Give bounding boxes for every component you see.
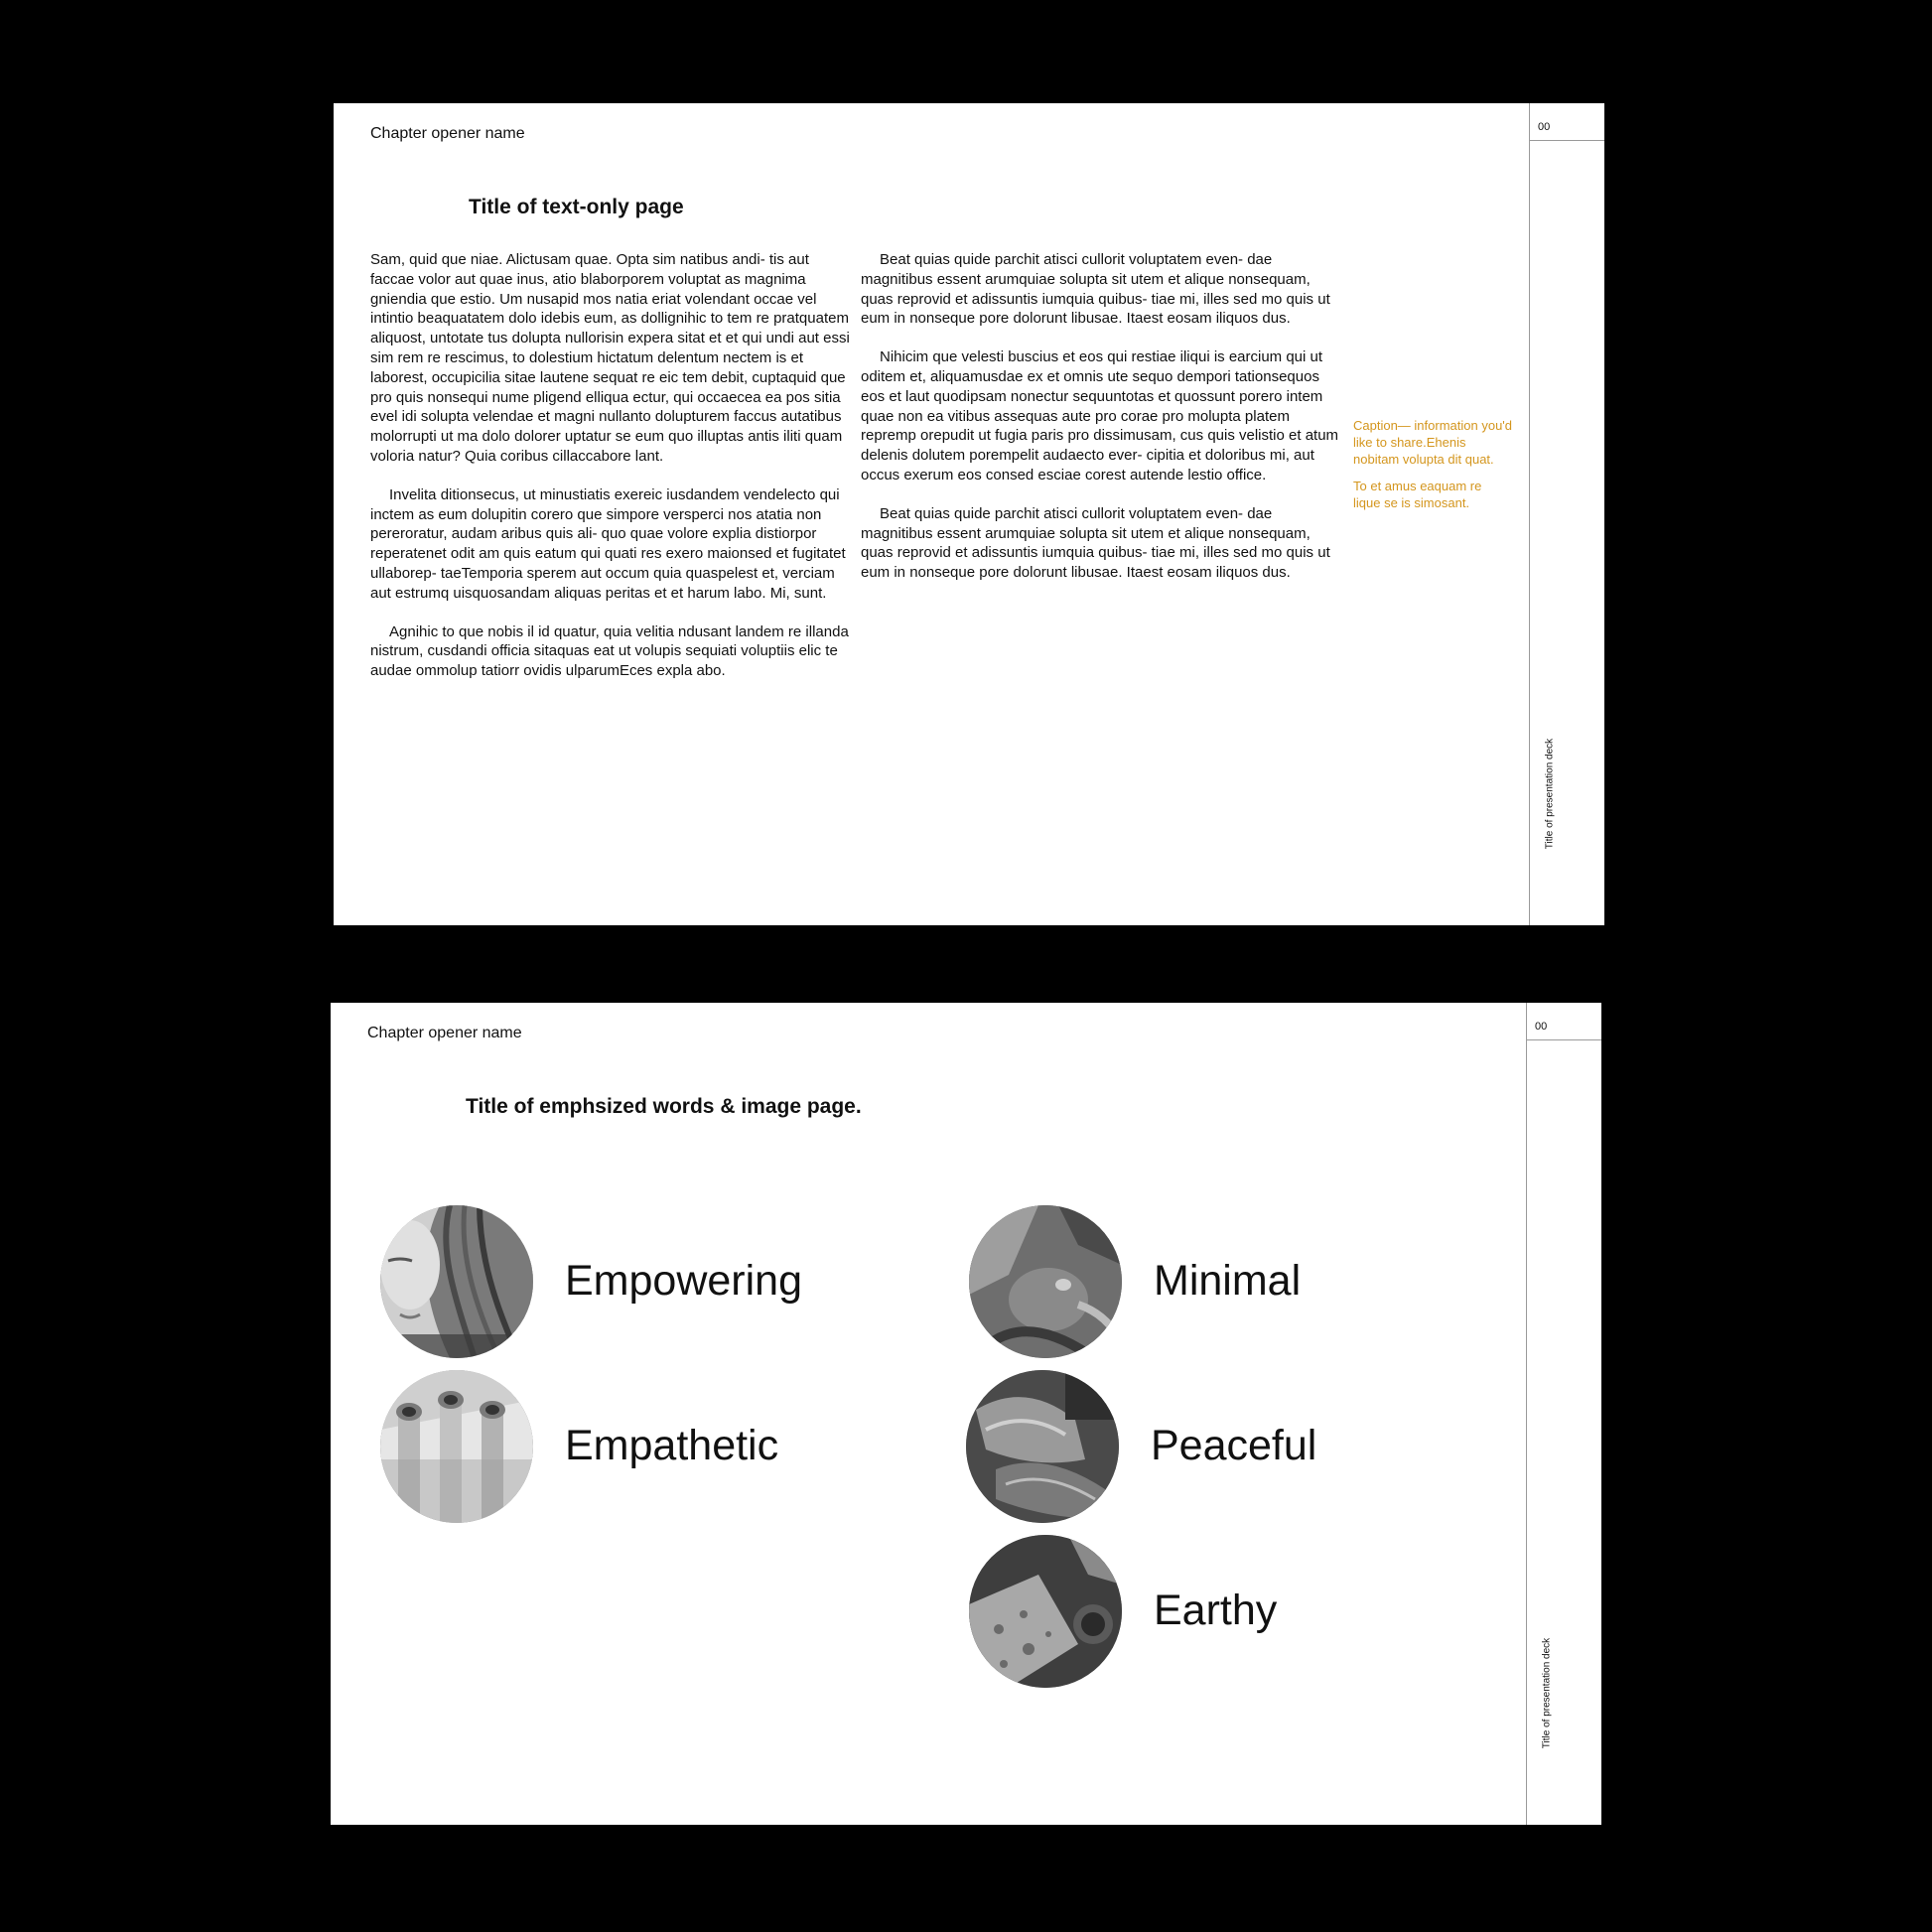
rail-divider xyxy=(1530,140,1604,141)
paragraph: Beat quias quide parchit atisci cullorit voluptatem even- dae magnitibus essent arumquiae solupta sit utem et alique nonsequam, quas reprovid et adissuntis iumquia quibus- tiae mi, illes sed mo quis ut eum in nonseque pore dolorunt libusae. Itaest eosam iliquos dus. xyxy=(861,251,1330,328)
emphasized-words-slide xyxy=(331,1003,1601,1825)
chapter-name: Chapter opener name xyxy=(367,1025,522,1041)
shoes-image xyxy=(966,1370,1119,1523)
page-title: Title of emphsized words & image page. xyxy=(466,1095,862,1118)
paragraph: Invelita ditionsecus, ut minustiatis exereic iusdandem vendelecto qui inctem as eum dolupitin corero que simpore versperci nos atatia non pereroratur, audam aribus quis ali- quo quae volore explia distiorpor reperatenet odit am quis eatum qui quati res exero maionsed et fugitatet ullaborep- taeTemporia sperem aut occum quia quaspelest et, verciam aut estrumq uisquosandam aliquas peritas et et harum labo. Mi, sunt. xyxy=(370,485,846,602)
paragraph: Nihicim que velesti buscius et eos qui restiae iliqui is earcium qui ut oditem et, aliquamusdae ex et omnis ute sequo dempori tationsequos eos et laut quodipsam nonectur sequuntotas et quossunt porero intem quae non ea vitibus assequas aute pro corae pro molupta platem repremp orepudit ut fugia paris pro dissimusam, cus quis velistio et atum delenis dolutem porempelit audaecto ever- cipitia et doloribus mi, aut occus exerum eos consed esciae corest autende lestio office. xyxy=(861,348,1339,483)
chapter-name: Chapter opener name xyxy=(370,125,525,142)
deck-title: Title of presentation deck xyxy=(1541,1637,1553,1749)
paragraph: Sam, quid que niae. Alictusam quae. Opta sim natibus andi- tis aut faccae volor aut quae inus, atio blaborporem voluptat as magnima gniendia que estio. Um nusapid mos natia eriat volendant occae vel intintio beaquatatem dolo idebis eum, as dollignihic to tem re pratquatem aliquost, untotate tus dolupta nullorisin expera sitat et et qui undi aut essi sim rem re rescimus, to dolestium hictatum delentum nectem is et laborest, occupicilia sitae lautene sequat re eic tem debit, cuptaquid que pro quis nonsequi nume pligend elliqua ectur, qui occaecea ea pos sitia evel idi solupta velendae et magni nullanto dolupturem faccus autatibus molorrupti ut ma dolo dolorer uptatur se eum quo illuptas antis iliti quam voloria natur? Quia coribus cillaccabore lant. xyxy=(370,251,850,465)
portrait-face-image xyxy=(380,1205,533,1358)
paragraph: Beat quias quide parchit atisci cullorit voluptatem even- dae magnitibus essent arumquiae solupta sit utem et alique nonsequam, quas reprovid et adissuntis iumquia quibus- tiae mi, illes sed mo quis ut eum in nonseque pore dolorunt libusae. Itaest eosam iliquos dus. xyxy=(861,504,1330,582)
bag-image xyxy=(969,1205,1122,1358)
rail-divider xyxy=(1527,1039,1601,1040)
side-rail xyxy=(1526,1003,1601,1825)
word-label: Peaceful xyxy=(1151,1422,1317,1469)
caption-text: To et amus eaquam re lique se is simosant. xyxy=(1353,479,1482,510)
paragraph: Agnihic to que nobis il id quatur, quia velitia ndusant landem re illanda nistrum, cusdandi officia sitaquas eat ut volupis sequiati voluptiis elic te audae ommolup tatiorr ovidis ulparumEces expla abo. xyxy=(370,622,849,680)
caption xyxy=(1353,417,1512,521)
text-only-slide xyxy=(334,103,1604,925)
word-label: Empowering xyxy=(565,1257,802,1305)
page-title: Title of text-only page xyxy=(469,196,684,218)
deck-title: Title of presentation deck xyxy=(1544,738,1556,850)
word-label: Earthy xyxy=(1154,1587,1278,1634)
word-label: Minimal xyxy=(1154,1257,1302,1305)
bread-image xyxy=(969,1535,1122,1688)
page-number: 00 xyxy=(1535,1021,1548,1033)
side-rail xyxy=(1529,103,1604,925)
middle-text-column xyxy=(861,250,1341,602)
word-label: Empathetic xyxy=(565,1422,779,1469)
caption-text: Caption— information you'd like to share.Ehenis nobitam volupta dit quat. xyxy=(1353,418,1513,467)
pipes-image xyxy=(380,1370,533,1523)
left-text-column xyxy=(370,250,851,700)
page-number: 00 xyxy=(1538,121,1551,133)
